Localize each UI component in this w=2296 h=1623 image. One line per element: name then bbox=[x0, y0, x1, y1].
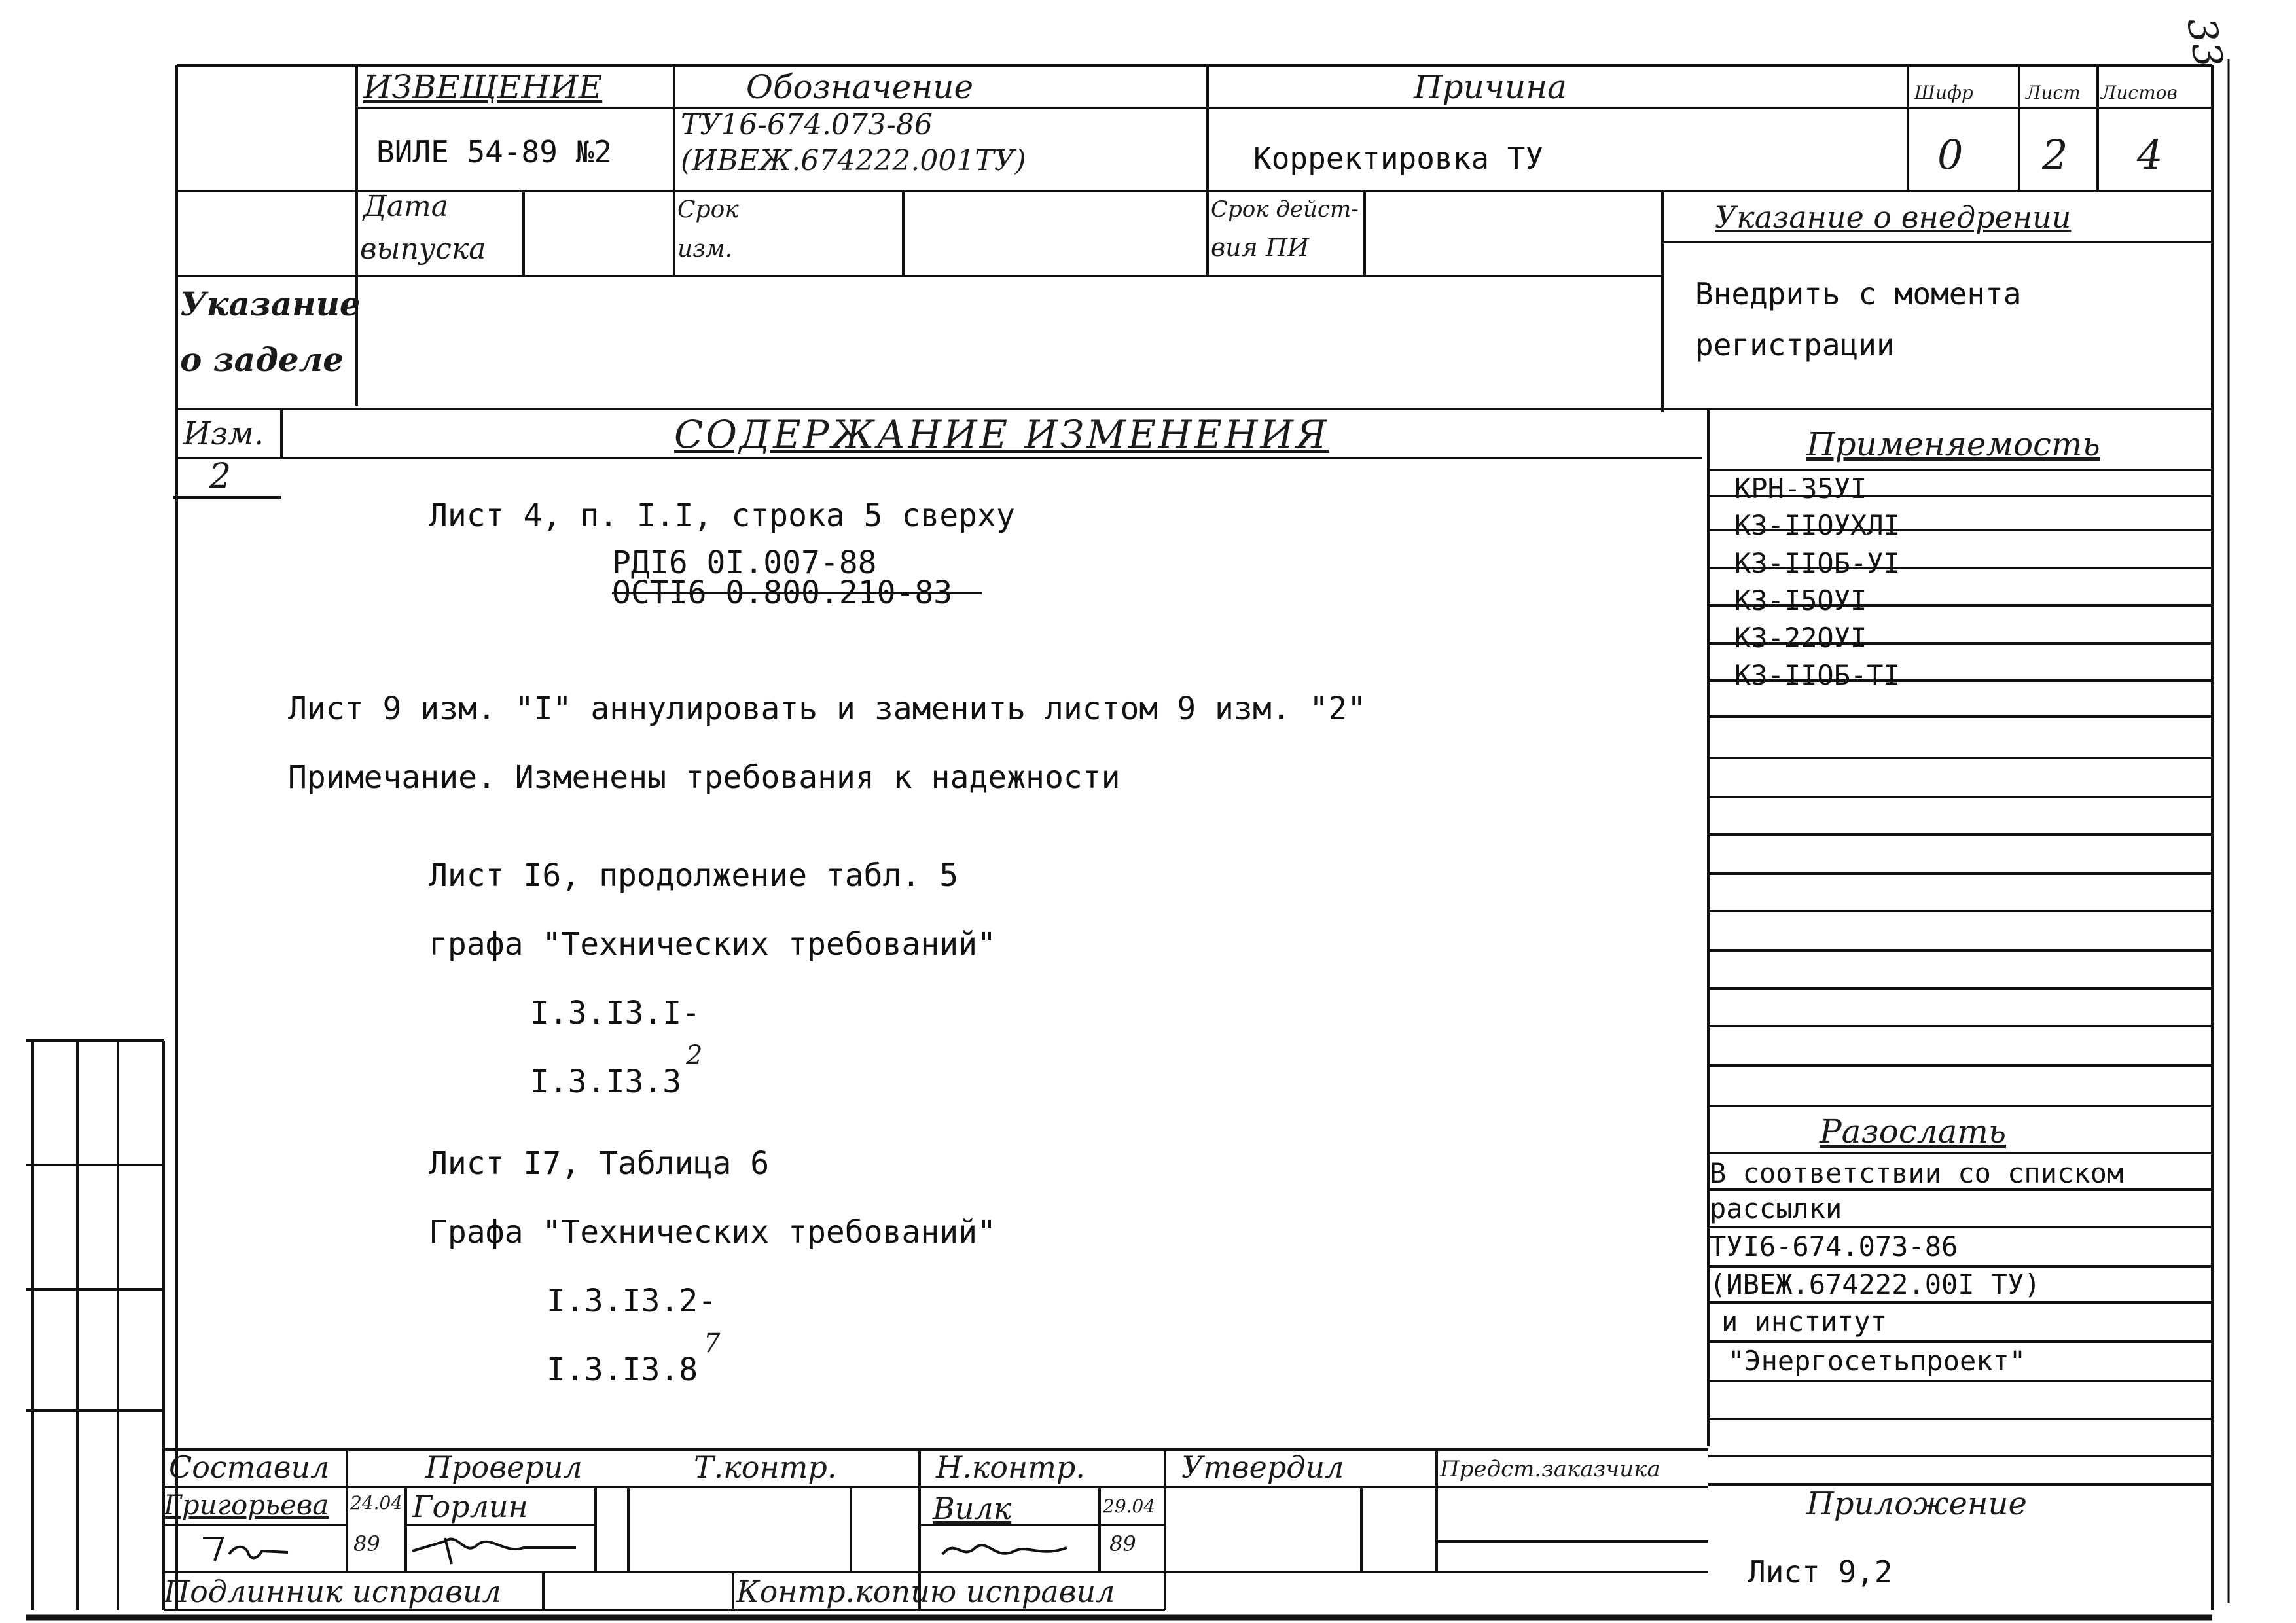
appendix-label: Приложение bbox=[1806, 1486, 2027, 1522]
notice-value: ВИЛЕ 54-89 №2 bbox=[376, 134, 613, 169]
implementation-label: Указание о внедрении bbox=[1715, 200, 2072, 235]
norm-control-date-1: 29.04 bbox=[1103, 1495, 1156, 1517]
original-fixed-label: Подлинник исправил bbox=[164, 1574, 501, 1609]
checked-label: Проверил bbox=[425, 1450, 583, 1485]
issue-date-label-1: Дата bbox=[363, 190, 448, 223]
issue-date-label-2: выпуска bbox=[360, 232, 486, 266]
content-line-2: РДI6 0I.007-88 bbox=[612, 544, 877, 581]
sheets-label: Листов bbox=[2101, 82, 2178, 103]
applicability-item: КРН-35УI bbox=[1734, 473, 1867, 505]
validity-label-2: вия ПИ bbox=[1211, 233, 1310, 262]
tech-control-label: Т.контр. bbox=[694, 1450, 837, 1485]
code-value: 0 bbox=[1937, 131, 1964, 179]
distribution-label: Разослать bbox=[1820, 1113, 2007, 1150]
sheet-value: 2 bbox=[2042, 131, 2068, 179]
compiled-date-1: 24.04 bbox=[350, 1492, 403, 1514]
norm-control-label: Н.контр. bbox=[936, 1450, 1085, 1485]
content-line-4: Лист 9 изм. "I" аннулировать и заменить листом 9 изм. "2" bbox=[288, 690, 1367, 727]
designation-line1: ТУ16-674.073-86 bbox=[681, 108, 933, 141]
content-line-5: Примечание. Изменены требования к надежности bbox=[288, 759, 1121, 796]
checked-signature bbox=[406, 1518, 596, 1571]
content-line-9-superscript: 2 bbox=[686, 1041, 703, 1071]
applicability-item: КЗ-IIОБ-УI bbox=[1734, 547, 1900, 579]
distribution-line: "Энергосетьпроект" bbox=[1728, 1345, 2026, 1377]
applicability-item: КЗ-22ОУI bbox=[1734, 622, 1867, 654]
sheet-label: Лист bbox=[2026, 82, 2081, 103]
reason-value: Корректировка ТУ bbox=[1253, 141, 1544, 176]
content-line-6: Лист I6, продолжение табл. 5 bbox=[429, 857, 959, 894]
content-line-10: Лист I7, Таблица 6 bbox=[429, 1145, 770, 1182]
distribution-line: и институт bbox=[1721, 1306, 1887, 1338]
applicability-item: КЗ-IIОБ-ТI bbox=[1734, 659, 1900, 691]
content-title: СОДЕРЖАНИЕ ИЗМЕНЕНИЯ bbox=[674, 412, 1329, 457]
designation-label: Обозначение bbox=[746, 68, 974, 106]
implementation-line2: регистрации bbox=[1695, 327, 1895, 363]
norm-control-signature bbox=[936, 1525, 1093, 1571]
content-line-1: Лист 4, п. I.I, строка 5 сверху bbox=[429, 497, 1015, 534]
content-line-8: I.3.I3.I- bbox=[530, 995, 701, 1031]
content-line-11: Графа "Технических требований" bbox=[429, 1214, 996, 1251]
distribution-line: (ИВЕЖ.674222.00I ТУ) bbox=[1710, 1268, 2041, 1300]
content-line-9: I.3.I3.3 bbox=[530, 1063, 682, 1100]
validity-label-1: Срок дейст- bbox=[1211, 196, 1359, 223]
stock-label-2: о заделе bbox=[180, 340, 344, 379]
checked-name: Горлин bbox=[412, 1489, 528, 1524]
compiled-name: Григорьева bbox=[164, 1489, 329, 1521]
sheets-value: 4 bbox=[2137, 131, 2163, 179]
designation-line2: (ИВЕЖ.674222.001ТУ) bbox=[681, 144, 1026, 177]
distribution-line: ТУI6-674.073-86 bbox=[1710, 1230, 1958, 1262]
page-number: 33 bbox=[2178, 14, 2232, 71]
customer-rep-label: Предст.заказчика bbox=[1440, 1456, 1660, 1482]
change-label: Изм. bbox=[183, 416, 264, 452]
stock-label-1: Указание bbox=[180, 285, 361, 323]
norm-control-name: Вилк bbox=[933, 1491, 1012, 1526]
code-label: Шифр bbox=[1914, 82, 1973, 103]
content-line-13: I.3.I3.8 bbox=[547, 1351, 698, 1388]
appendix-value: Лист 9,2 bbox=[1748, 1554, 1893, 1590]
copy-fixed-label: Контр.копию исправил bbox=[736, 1574, 1115, 1609]
applicability-label: Применяемость bbox=[1806, 425, 2100, 463]
notice-label: ИЗВЕЩЕНИЕ bbox=[363, 68, 603, 106]
change-number: 2 bbox=[209, 457, 232, 496]
implementation-line1: Внедрить с момента bbox=[1695, 276, 2022, 312]
applicability-item: КЗ-I5ОУI bbox=[1734, 584, 1867, 616]
approved-label: Утвердил bbox=[1181, 1450, 1344, 1485]
distribution-line: В соответствии со списком bbox=[1710, 1157, 2124, 1189]
norm-control-date-2: 89 bbox=[1109, 1531, 1136, 1556]
reason-label: Причина bbox=[1414, 68, 1567, 106]
content-line-3-struck: ОСТI6 0.800.210-83 bbox=[612, 575, 953, 611]
content-line-7: графа "Технических требований" bbox=[429, 926, 996, 963]
distribution-line: рассылки bbox=[1710, 1192, 1842, 1224]
change-term-label-2: изм. bbox=[677, 236, 733, 262]
compiled-date-2: 89 bbox=[353, 1531, 380, 1556]
compiled-signature bbox=[196, 1525, 314, 1571]
change-term-label-1: Срок bbox=[677, 196, 739, 223]
applicability-item: КЗ-IIОУХЛI bbox=[1734, 509, 1900, 541]
compiled-label: Составил bbox=[169, 1450, 330, 1485]
content-line-12: I.3.I3.2- bbox=[547, 1283, 717, 1319]
content-line-13-superscript: 7 bbox=[704, 1329, 721, 1359]
